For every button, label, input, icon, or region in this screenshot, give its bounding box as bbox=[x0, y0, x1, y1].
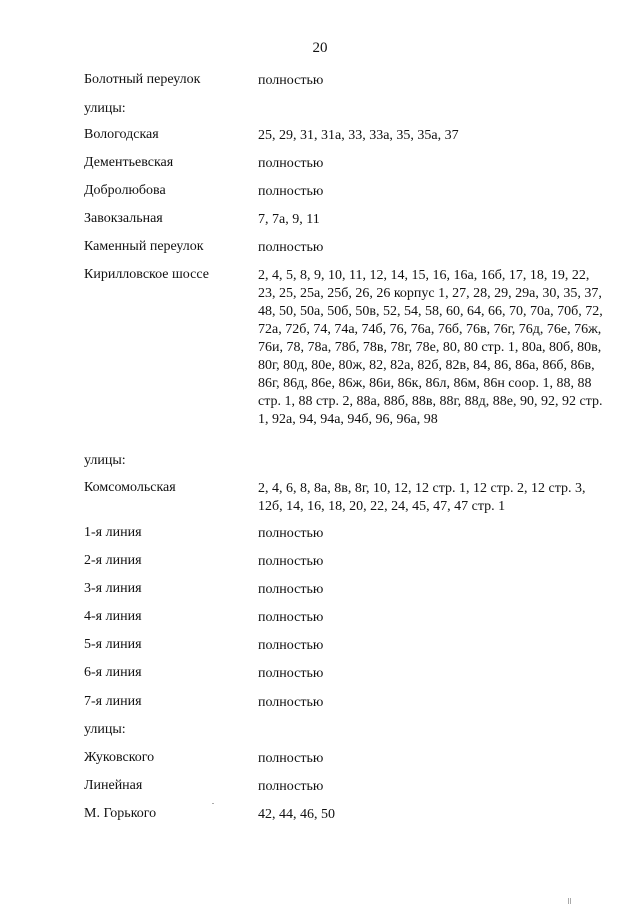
street-name: 2-я линия bbox=[84, 553, 142, 568]
house-numbers: полностью bbox=[258, 73, 324, 88]
street-name: Добролюбова bbox=[84, 183, 166, 198]
street-name: Кирилловское шоссе bbox=[84, 267, 209, 282]
house-numbers: 25, 29, 31, 31а, 33, 33а, 35, 35а, 37 bbox=[258, 128, 459, 143]
house-numbers: полностью bbox=[258, 156, 324, 171]
house-numbers: полностью bbox=[258, 184, 324, 199]
street-name: 1-я линия bbox=[84, 525, 142, 540]
street-name: 4-я линия bbox=[84, 609, 142, 624]
street-name: Жуковского bbox=[84, 750, 155, 765]
house-numbers: 42, 44, 46, 50 bbox=[258, 807, 335, 822]
house-numbers: полностью bbox=[258, 610, 324, 625]
page-number: 20 bbox=[312, 40, 328, 56]
house-numbers: полностью bbox=[258, 554, 324, 569]
house-numbers: полностью bbox=[258, 695, 324, 710]
street-name: Дементьевская bbox=[84, 155, 174, 170]
street-name: Болотный переулок bbox=[84, 72, 201, 87]
house-numbers: полностью bbox=[258, 582, 324, 597]
street-name: Линейная bbox=[84, 778, 143, 793]
scan-mark bbox=[570, 898, 571, 904]
street-name: Каменный переулок bbox=[84, 239, 204, 254]
street-name: 6-я линия bbox=[84, 665, 142, 680]
street-name: 3-я линия bbox=[84, 581, 142, 596]
house-numbers: полностью bbox=[258, 779, 324, 794]
house-numbers: 2, 4, 6, 8, 8а, 8в, 8г, 10, 12, 12 стр. 1, 12 стр. 2, 12 стр. 3, 12б, 14, 16, 18, 20, 22, 24, 45, 47, 47 стр. 1 bbox=[258, 481, 586, 514]
group-label: улицы: bbox=[84, 453, 126, 468]
street-name: Вологодская bbox=[84, 127, 159, 142]
scan-speck bbox=[212, 803, 214, 804]
house-numbers: полностью bbox=[258, 526, 324, 541]
house-numbers: полностью bbox=[258, 751, 324, 766]
street-name: Завокзальная bbox=[84, 211, 163, 226]
house-numbers: 2, 4, 5, 8, 9, 10, 11, 12, 14, 15, 16, 16а, 16б, 17, 18, 19, 22, 23, 25, 25а, 25б, 26, 26 корпус 1, 27, 28, 29, 29а, 30, 35, 37, 48, 50, 50а, 50б, 50в, 52, 54, 58, 60, 64, 66, 70, 70а, 70б, 72, 72а, 72б, 74, 74а, 74б, 76, 76а, 76б, 76в, 76г, 76д, 76е, 76ж, 76и, 78, 78а, 78б, 78в, 78г, 78е, 80, 80 стр. 1, 80а, 80б, 80в, 80г, 80д, 80е, 80ж, 82, 82а, 82б, 82в, 84, 86, 86а, 86б, 86в, 86г, 86д, 86е, 86ж, 86и, 86к, 86л, 86м, 86н соор. 1, 88, 88 стр. 1, 88 стр. 2, 88а, 88б, 88в, 88г, 88д, 88е, 90, 92, 92 стр. 1, 92а, 94, 94а, 94б, 96, 96а, 98 bbox=[258, 268, 603, 427]
house-numbers: полностью bbox=[258, 638, 324, 653]
house-numbers: полностью bbox=[258, 240, 324, 255]
street-name: 7-я линия bbox=[84, 694, 142, 709]
street-name: М. Горького bbox=[84, 806, 157, 821]
group-label: улицы: bbox=[84, 101, 126, 116]
street-name: 5-я линия bbox=[84, 637, 142, 652]
house-numbers: полностью bbox=[258, 666, 324, 681]
street-name: Комсомольская bbox=[84, 480, 176, 495]
group-label: улицы: bbox=[84, 722, 126, 737]
house-numbers: 7, 7а, 9, 11 bbox=[258, 212, 320, 227]
scan-mark bbox=[568, 898, 569, 904]
